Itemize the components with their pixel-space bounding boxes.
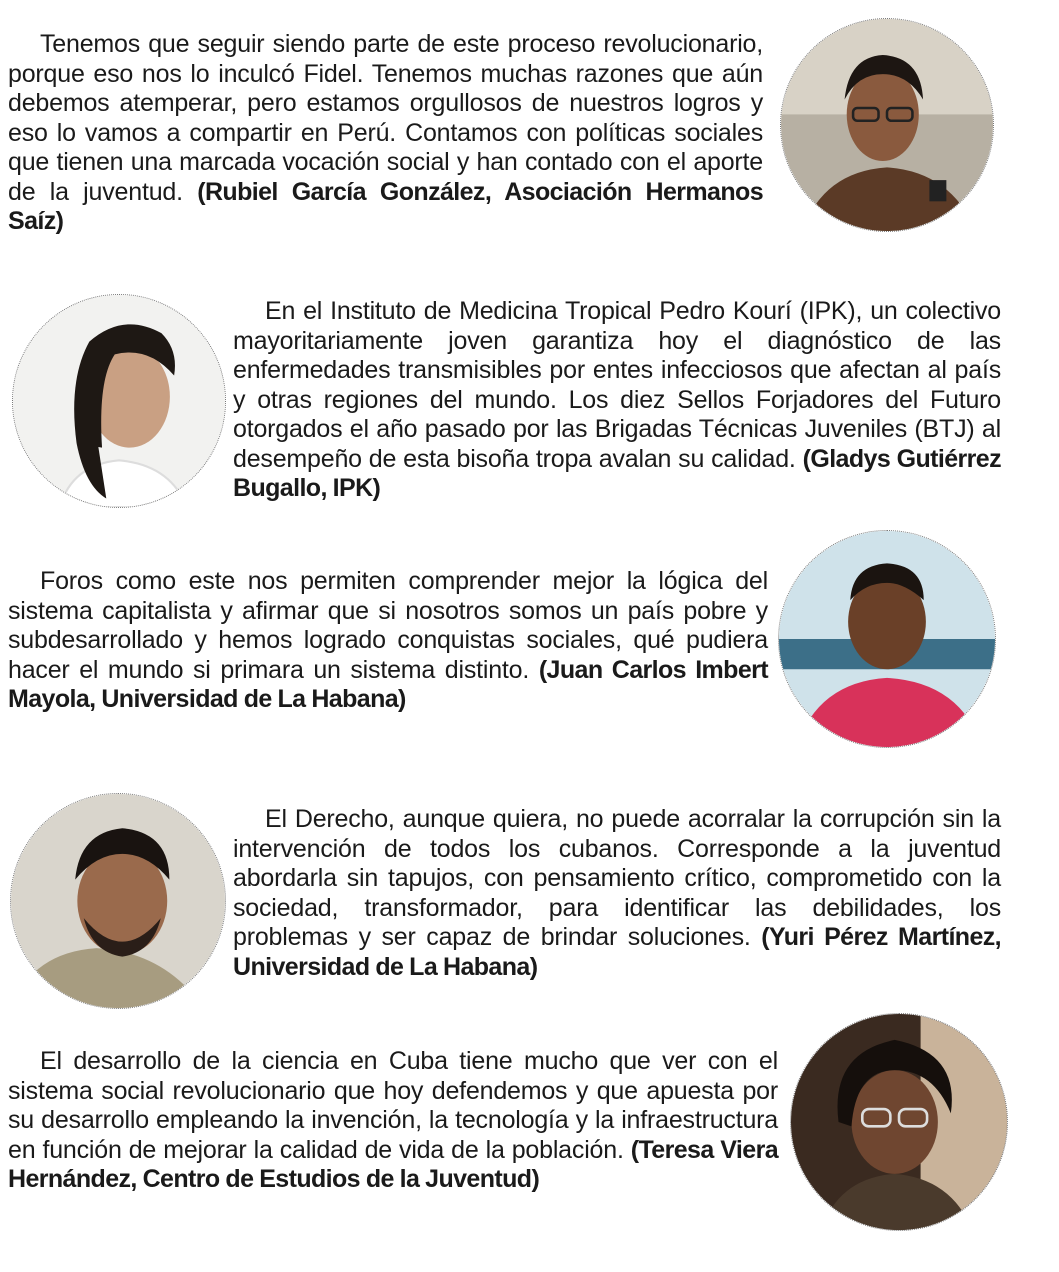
quote-source: (Teresa Viera Hernández, Centro de Estudios de la Juventud) xyxy=(8,1135,779,1193)
quote-text: El desarrollo de la ciencia en Cuba tiene mucho que ver con el sistema social revolucionario que hoy defendemos y que apuesta por su desarrollo empleando la invención, la tecnología y la infraestructura en función de mejorar la calidad de vida de la población. xyxy=(8,1047,778,1164)
portrait-photo xyxy=(778,530,996,748)
quote-source: (Juan Carlos Imbert Mayola, Universidad de La Habana) xyxy=(8,655,769,713)
portrait-photo xyxy=(780,18,994,232)
quote-source: (Gladys Gutiérrez Bugallo, IPK) xyxy=(233,444,1002,502)
quote-block xyxy=(8,30,763,237)
quote-source: (Yuri Pérez Martínez, Universidad de La Habana) xyxy=(233,923,1002,981)
portrait-photo xyxy=(12,294,226,508)
quote-block xyxy=(8,1047,778,1195)
quote-text: El Derecho, aunque quiera, no puede acorralar la corrupción sin la intervención de todos los cubanos. Corresponde a la juventud abordarla sin tapujos, con pensamiento crítico, comprometido con la sociedad, transformador, para identificar las debilidades, los problemas y ser capaz de brindar soluciones. xyxy=(233,805,1001,951)
quote-source: (Rubiel García González, Asociación Hermanos Saíz) xyxy=(8,177,763,235)
quote-block xyxy=(233,297,1001,504)
quote-text: En el Instituto de Medicina Tropical Pedro Kourí (IPK), un colectivo mayoritariamente joven garantiza hoy el diagnóstico de las enfermedades transmisibles por entes infecciosos que afectan al país y otras regiones del mundo. Los diez Sellos Forjadores del Futuro otorgados el año pasado por las Brigadas Técnicas Juveniles (BTJ) al desempeño de esta bisoña tropa avalan su calidad. xyxy=(233,297,1001,473)
portrait-photo xyxy=(790,1013,1008,1231)
quote-text: Foros como este nos permiten comprender mejor la lógica del sistema capitalista y afirmar que si nosotros somos un país pobre y subdesarrollado y hemos logrado conquistas sociales, qué pudiera hacer el mundo si primara un sistema distinto. xyxy=(8,567,768,684)
quote-block xyxy=(8,567,768,715)
quote-block xyxy=(233,805,1001,982)
quote-text: Tenemos que seguir siendo parte de este proceso revolucionario, porque eso nos lo inculcó Fidel. Tenemos muchas razones que aún debemos atemperar, pero estamos orgullosos de nuestros logros y eso lo vamos a compartir en Perú. Contamos con políticas sociales que tienen una marcada vocación social y han contado con el aporte de la juventud. xyxy=(8,30,763,206)
portrait-photo xyxy=(10,793,226,1009)
